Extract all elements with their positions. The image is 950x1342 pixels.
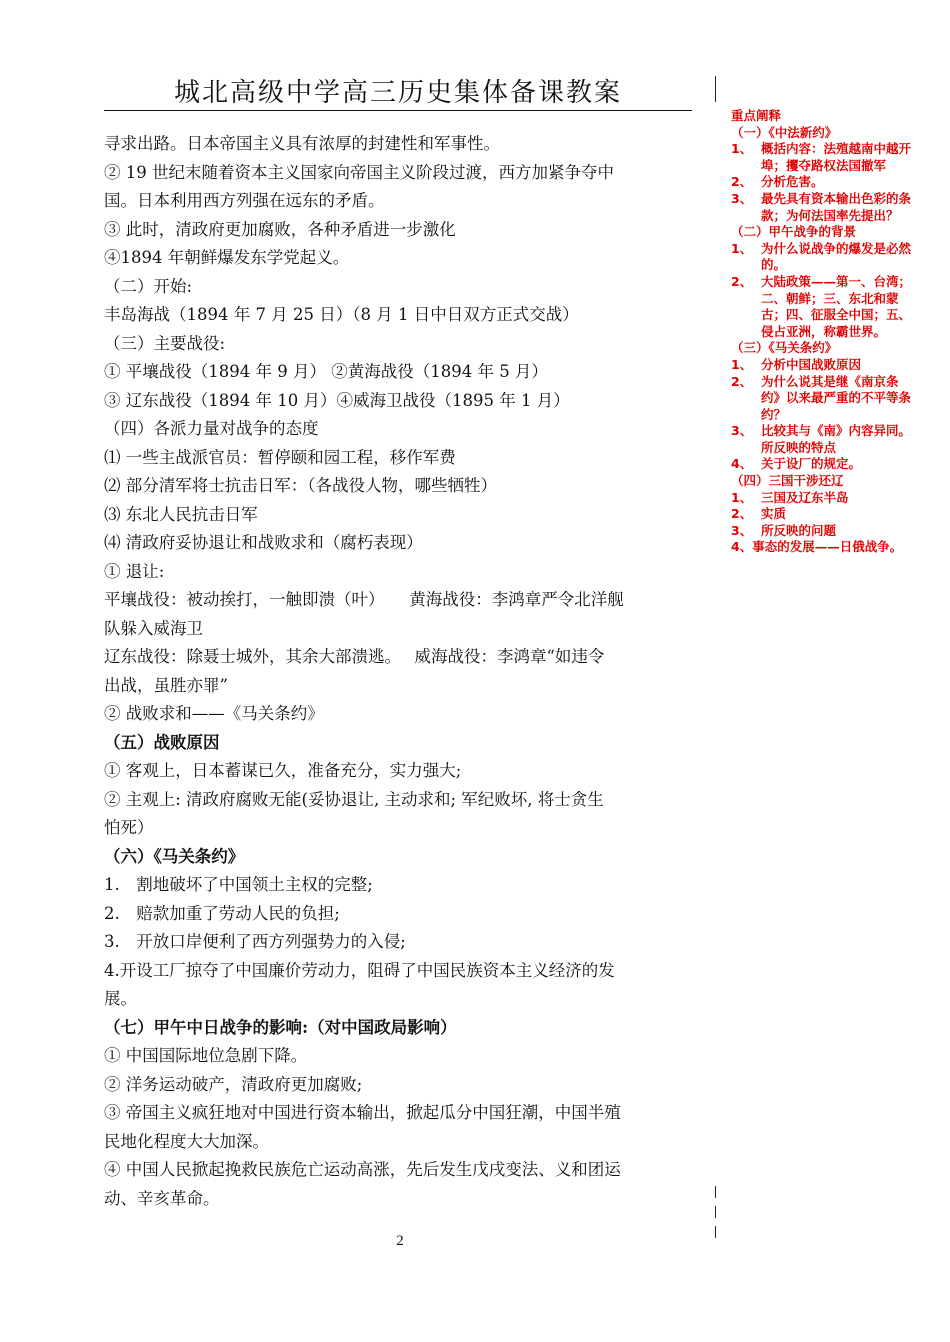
item-text: 分析中国战败原因: [761, 356, 862, 372]
item-text: 分析危害。: [761, 174, 824, 190]
item-number: 2、: [731, 506, 753, 522]
text-line: 队躲入威海卫: [104, 618, 203, 638]
item-text: 大陆政策——第一、台湾；二、朝鲜；三、东北和蒙古；四、征服全中国；五、侵占亚洲，称霸世界。: [761, 273, 912, 339]
item-number: 2、: [731, 273, 753, 289]
sidebar-section: （三）《马关条约》: [731, 340, 838, 356]
section-heading: （二）开始:: [104, 276, 193, 296]
sidebar-item: [731, 357, 917, 374]
text-line: ② 主观上: 清政府腐败无能(妥协退让, 主动求和; 军纪败坏, 将士贪生: [104, 789, 604, 809]
sidebar-section: （二）甲午战争的背景: [731, 224, 857, 240]
sidebar-item: [731, 374, 917, 424]
item-number: 3、: [731, 522, 753, 538]
text-line: ② 洋务运动破产，清政府更加腐败;: [104, 1074, 363, 1094]
text-line: ① 平壤战役（1894 年 9 月） ②黄海战役（1894 年 5 月）: [104, 362, 548, 381]
text-line: ⑵ 部分清军将士抗击日军：（各战役人物，哪些牺牲）: [104, 476, 497, 495]
text-line: ② 战败求和——《马关条约》: [104, 704, 324, 723]
text-line: 丰岛海战（1894 年 7 月 25 日）（8 月 1 日中日双方正式交战）: [104, 305, 579, 324]
section-heading: （七）甲午中日战争的影响:（对中国政局影响）: [104, 1017, 457, 1037]
text-line: 展。: [104, 989, 137, 1008]
text-line: 国。日本利用西方列强在远东的矛盾。: [104, 191, 385, 210]
item-text: 为什么说其是继《南京条约》以来最严重的不平等条约？: [761, 373, 912, 422]
item-text: 为什么说战争的爆发是必然的。: [761, 240, 912, 273]
title-underline: [104, 110, 692, 111]
margin-line: [715, 1186, 716, 1198]
section-heading: （五）战败原因: [104, 732, 220, 752]
margin-line: [715, 76, 716, 102]
margin-line: [715, 1206, 716, 1218]
item-text: 三国及辽东半岛: [761, 489, 849, 505]
sidebar-item: [731, 241, 917, 274]
sidebar-item: 4、事态的发展——日俄战争。: [731, 539, 903, 555]
sidebar-section: （一）《中法新约》: [731, 124, 838, 140]
text-line: ⑷ 清政府妥协退让和战败求和（腐朽表现）: [104, 533, 423, 552]
text-line: ① 客观上，日本蓄谋已久，准备充分，实力强大;: [104, 761, 462, 780]
text-line: ③ 辽东战役（1894 年 10 月）④威海卫战役（1895 年 1 月）: [104, 390, 570, 410]
text-line: ③ 帝国主义疯狂地对中国进行资本输出，掀起瓜分中国狂潮，中国半殖: [104, 1103, 621, 1122]
item-text: 最先具有资本输出色彩的条款；为何法国率先提出？: [761, 190, 912, 223]
text-line: ① 中国国际地位急剧下降。: [104, 1046, 308, 1065]
sidebar-item: [731, 191, 917, 224]
key-points-sidebar: [731, 108, 917, 556]
text-line: ① 退让:: [104, 561, 165, 581]
item-text: 所反映的问题: [761, 522, 837, 538]
text-line: 平壤战役：被动挨打，一触即溃（叶） 黄海战役：李鸿章严令北洋舰: [104, 590, 624, 609]
text-line: ⑶ 东北人民抗击日军: [104, 504, 258, 524]
item-number: 1、: [731, 141, 753, 157]
sidebar-item: [731, 423, 917, 456]
sidebar-item: [731, 456, 917, 473]
item-number: 1、: [731, 489, 753, 505]
section-heading: （三）主要战役:: [104, 333, 226, 353]
text-line: ④ 中国人民掀起挽救民族危亡运动高涨，先后发生戊戌变法、义和团运: [104, 1160, 621, 1179]
section-heading: （四）各派力量对战争的态度: [104, 419, 319, 438]
item-number: 1、: [731, 240, 753, 256]
page-number: 2: [396, 1233, 404, 1249]
text-line: 民地化程度大大加深。: [104, 1131, 269, 1151]
text-line: 怕死）: [104, 818, 154, 837]
text-line: 辽东战役：除聂士城外，其余大部溃逃。 威海战役：李鸿章“如违令: [104, 647, 605, 666]
list-item: 2. 赔款加重了劳动人民的负担;: [104, 903, 340, 923]
text-line: 出战，虽胜亦罪”: [104, 675, 228, 695]
sidebar-item: [731, 523, 917, 540]
text-line: 寻求出路。日本帝国主义具有浓厚的封建性和军事性。: [104, 134, 500, 153]
text-line: 动、辛亥革命。: [104, 1188, 220, 1208]
item-number: 3、: [731, 423, 753, 439]
sidebar-item: [731, 490, 917, 507]
item-number: 2、: [731, 174, 753, 190]
text-line: ② 19 世纪末随着资本主义国家向帝国主义阶段过渡，西方加紧争夺中: [104, 162, 614, 182]
list-item: 1. 割地破坏了中国领土主权的完整;: [104, 875, 373, 894]
item-number: 3、: [731, 190, 753, 206]
main-text: [104, 130, 692, 1213]
item-text: 实质: [761, 506, 787, 522]
item-number: 4、: [731, 456, 753, 472]
text-line: ④1894 年朝鲜爆发东学党起义。: [104, 248, 350, 267]
item-text: 关于设厂的规定。: [761, 456, 862, 472]
text-line: ③ 此时，清政府更加腐败，各种矛盾进一步激化: [104, 219, 456, 239]
item-text: 概括内容：法殖越南中越开埠；攫夺路权法国撤军: [761, 141, 912, 173]
item-number: 1、: [731, 356, 753, 372]
sidebar-item: [731, 141, 917, 174]
list-item: 4.开设工厂掠夺了中国廉价劳动力，阻碍了中国民族资本主义经济的发: [104, 960, 615, 980]
sidebar-heading: 重点阐释: [731, 108, 782, 123]
sidebar-item: [731, 274, 917, 340]
sidebar-section: （四）三国干涉还辽: [731, 473, 844, 489]
list-item: 3. 开放口岸便利了西方列强势力的入侵;: [104, 932, 406, 951]
margin-line: [715, 1226, 716, 1238]
item-text: 比较其与《南》内容异同。所反映的特点: [761, 423, 912, 455]
text-line: ⑴ 一些主战派官员：暂停颐和园工程，移作军费: [104, 447, 456, 467]
section-heading: （六）《马关条约》: [104, 846, 245, 866]
sidebar-item: [731, 506, 917, 523]
page-title: 城北高级中学高三历史集体备课教案: [173, 78, 622, 108]
sidebar-item: [731, 174, 917, 191]
item-number: 2、: [731, 373, 753, 389]
